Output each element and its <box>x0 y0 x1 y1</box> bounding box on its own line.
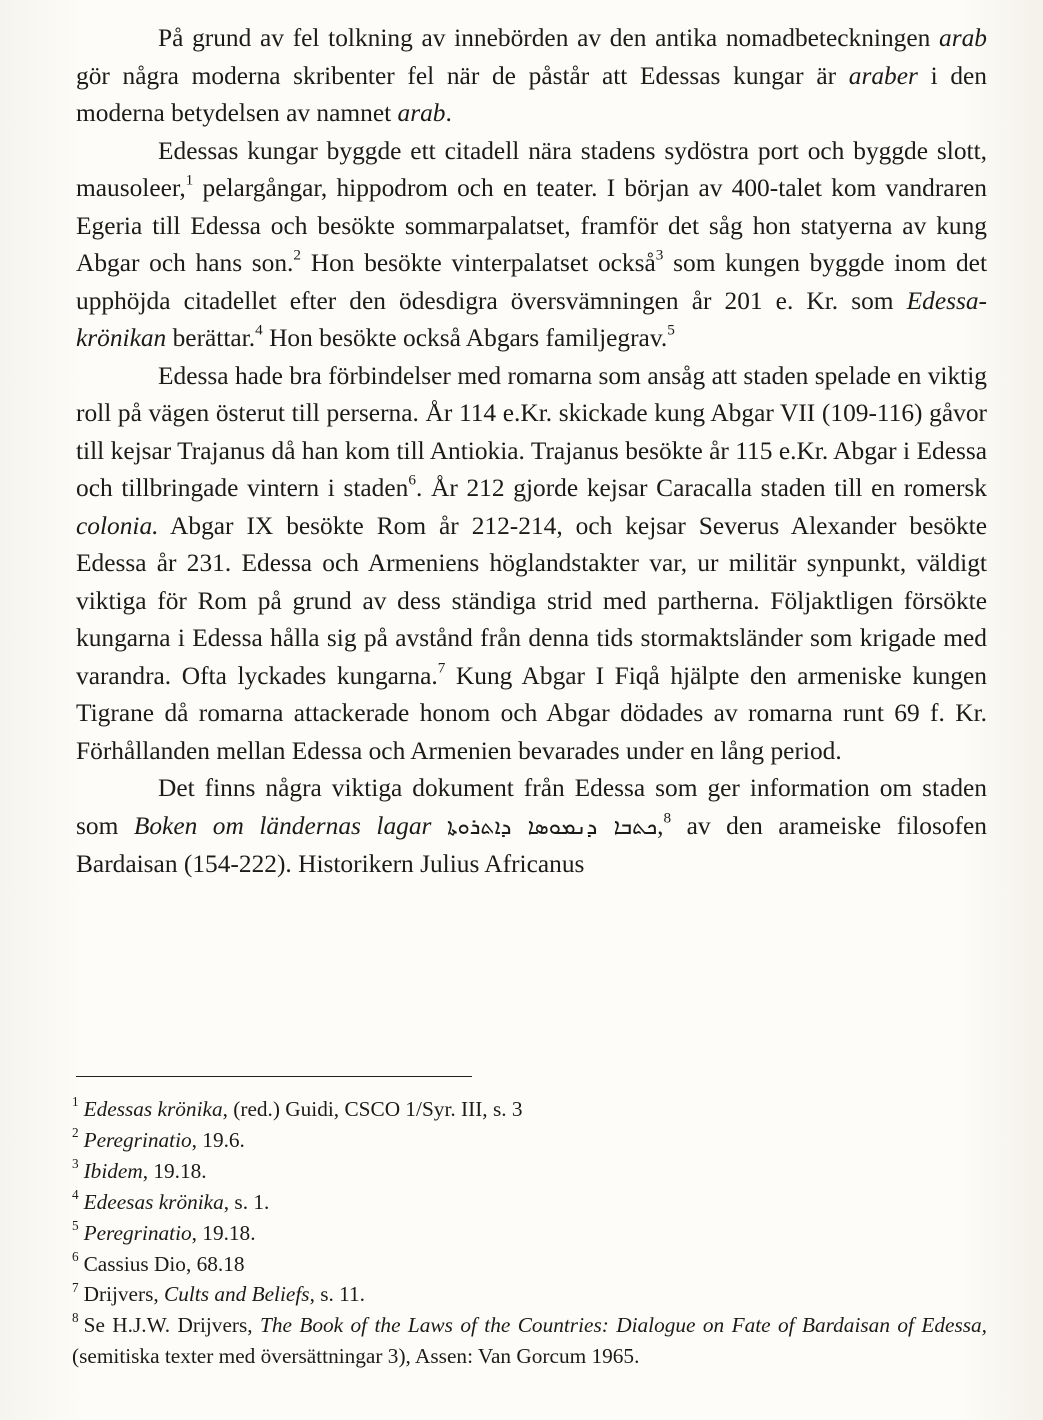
syriac-title: ܟܬܒܐ ܕܢܡܘܣܐ ܕܐܬܪܘܬܐ <box>446 814 658 840</box>
text-run: Abgar IX besökte Rom år 212-214, och kejsar Severus Alexander besökte Edessa år 231. Edessa och Armeniens höglandstakter var, ur militär synpunkt, väldigt viktiga för Rom på grund av dess ständiga strid med partherna. Följaktligen försökte kungarna i Edessa hålla sig på avstånd från denna tids stormaktsländer som krigade med varandra. Ofta lyckades kungarna. <box>76 511 987 690</box>
footnote-marker: 2 <box>293 246 302 264</box>
footnote-separator <box>76 1076 472 1077</box>
text-run: Cassius Dio, 68.18 <box>83 1251 245 1276</box>
italic-text: arab <box>939 24 987 52</box>
italic-text: Boken om ländernas lagar <box>133 811 432 840</box>
footnote-marker: 6 <box>72 1248 79 1264</box>
text-run: Edessas kungar byggde ett citadell nära stadens sydöstra port och byggde slott, mausoleer, <box>76 136 987 202</box>
footnote-marker: 8 <box>72 1310 79 1326</box>
footnote <box>72 1249 987 1280</box>
paragraph <box>76 20 987 133</box>
footnote-marker: 7 <box>437 659 446 677</box>
footnote-marker: 8 <box>663 809 672 827</box>
italic-text: Edessas krönika <box>83 1097 223 1121</box>
footnote-marker: 4 <box>255 321 263 339</box>
footnote-marker: 1 <box>72 1094 79 1110</box>
footnote-marker: 3 <box>655 246 664 264</box>
footnotes <box>72 1094 987 1372</box>
footnote-marker: 2 <box>72 1125 79 1141</box>
footnote-marker: 3 <box>72 1155 79 1171</box>
italic-text: Edeesas krönika <box>83 1189 224 1214</box>
text-run: , s. 11. <box>309 1282 365 1307</box>
italic-text: Peregrinatio <box>83 1127 192 1152</box>
text-run: På grund av fel tolkning av innebörden av den antika nomadbeteckningen <box>158 24 940 52</box>
text-run: i den moderna betydelsen av namnet <box>76 61 987 127</box>
text-run: (semitiska texter med översättningar 3), Assen: Van Gorcum 1965. <box>72 1344 640 1369</box>
italic-text: Ibidem <box>83 1158 143 1183</box>
text-run: . <box>445 99 452 127</box>
footnote-marker: 4 <box>72 1186 79 1202</box>
text-run: Kung Abgar I Fiqå hjälpte den armeniske kungen Tigrane då romarna attackerade honom och Abgar dödades av romarna runt 69 f. Kr. Förhållanden mellan Edessa och Armenien bevarades under en lång period. <box>76 661 987 765</box>
text-run: , (red.) Guidi, CSCO 1/Syr. III, s. 3 <box>222 1097 523 1121</box>
footnote <box>72 1218 987 1249</box>
text-run: , 19.18. <box>191 1220 256 1245</box>
text-run: Hon besökte också Abgars familjegrav. <box>262 324 668 352</box>
footnote <box>72 1279 987 1310</box>
main-text <box>76 20 987 884</box>
text-run: , 19.6. <box>191 1127 245 1152</box>
text-run: Hon besökte vinterpalatset också <box>301 249 656 277</box>
paragraph <box>76 133 987 358</box>
footnote-marker: 6 <box>408 471 416 489</box>
text-run: Det finns några viktiga dokument från Edessa som ger information om staden som <box>76 774 987 840</box>
italic-text: colonia. <box>76 511 159 540</box>
footnote <box>72 1187 987 1218</box>
italic-text: The Book of the Laws of the Countries: Dialogue on Fate of Bardaisan of Edessa, <box>260 1313 988 1338</box>
italic-text: araber <box>848 61 918 90</box>
footnote-marker: 5 <box>667 321 675 339</box>
text-run: , <box>657 811 664 840</box>
text-run: av den arameiske filosofen Bardaisan (154-222). Historikern Julius Africanus <box>76 811 987 878</box>
footnote <box>72 1156 987 1187</box>
text-run: Drijvers, <box>83 1282 165 1307</box>
text-run: Edessa hade bra förbindelser med romarna som ansåg att staden spelade en viktig roll på vägen österut till perserna. År 114 e.Kr. skickade kung Abgar VII (109-116) gåvor till kejsar Trajanus då han kom till Antiokia. Trajanus besökte år 115 e.Kr. Abgar i Edessa och tillbringade vintern i staden <box>76 361 987 502</box>
paragraph <box>76 358 987 771</box>
footnote-marker: 5 <box>72 1217 79 1233</box>
text-run: , 19.18. <box>142 1158 207 1183</box>
text-run: berättar. <box>166 324 256 352</box>
footnote-marker: 7 <box>72 1279 79 1295</box>
footnote-marker: 1 <box>185 171 194 189</box>
italic-text: arab <box>397 99 446 127</box>
text-run: , s. 1. <box>223 1189 270 1214</box>
text-run: som kungen byggde inom det upphöjda citadellet efter den ödesdigra översvämningen år 201 e. Kr. som <box>76 249 987 315</box>
italic-text: Cults and Beliefs <box>164 1282 310 1307</box>
footnote <box>72 1125 987 1156</box>
paragraph <box>76 770 987 884</box>
text-run: gör några moderna skribenter fel när de påstår att Edessas kungar är <box>76 61 849 90</box>
footnote <box>72 1094 987 1125</box>
italic-text: Edessa-krönikan <box>76 286 987 352</box>
text-run <box>431 812 447 840</box>
text-run: pelargångar, hippodrom och en teater. I början av 400-talet kom vandraren Egeria till Edessa och besökte sommarpalatset, framför det såg hon statyerna av kung Abgar och hans son. <box>76 174 987 277</box>
text-run: Se H.J.W. Drijvers, <box>83 1313 261 1338</box>
text-run: . År 212 gjorde kejsar Caracalla staden till en romersk <box>415 474 987 502</box>
footnote <box>72 1310 987 1372</box>
italic-text: Peregrinatio <box>83 1220 192 1245</box>
